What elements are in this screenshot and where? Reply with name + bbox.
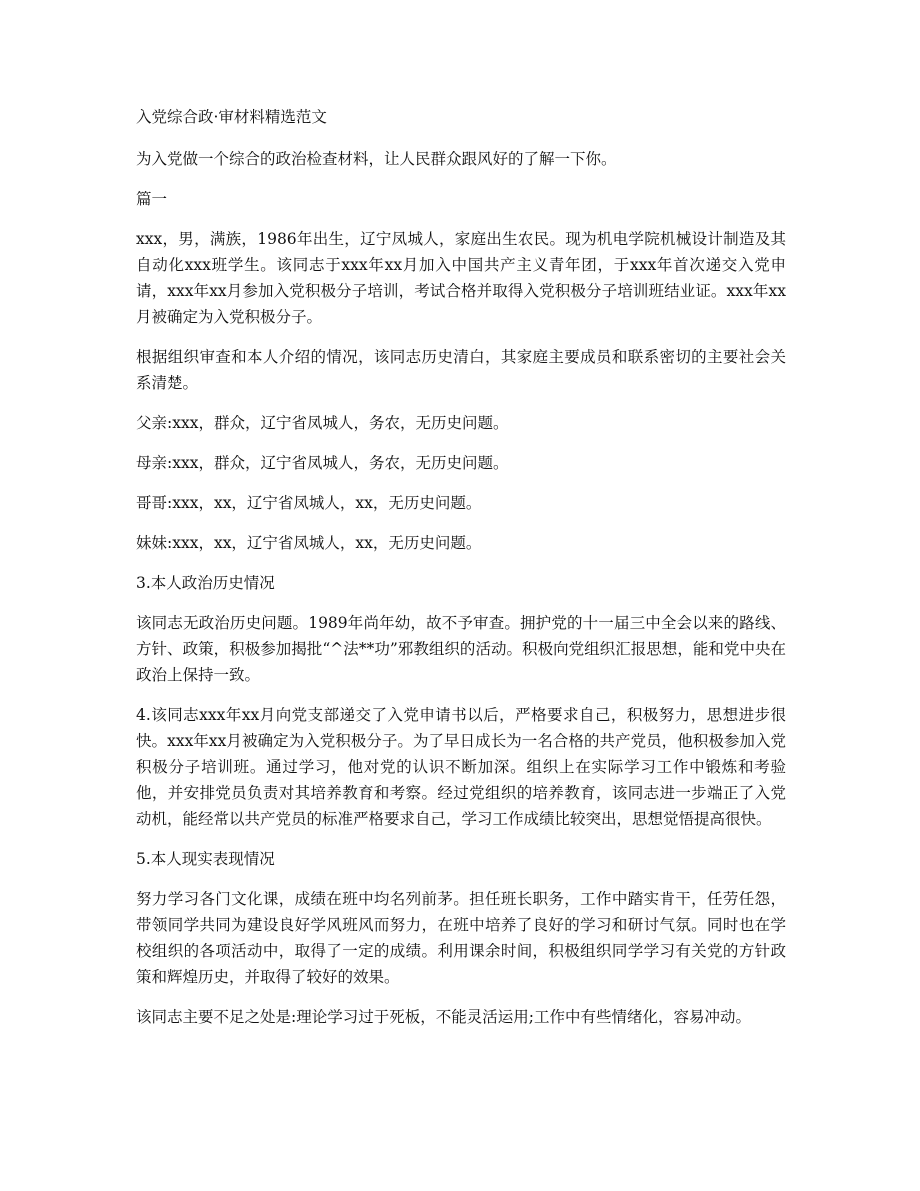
document-title: 入党综合政·审材料精选范文 [136,108,327,126]
family-father: 父亲:xxx，群众，辽宁省凤城人，务农，无历史问题。 [136,414,509,432]
section-heading: 篇一 [136,190,168,208]
family-sister: 妹妹:xxx，xx，辽宁省凤城人，xx，无历史问题。 [136,534,482,552]
political-history-heading: 3.本人政治历史情况 [136,574,275,592]
family-brother: 哥哥:xxx，xx，辽宁省凤城人，xx，无历史问题。 [136,494,482,512]
performance-heading: 5.本人现实表现情况 [136,850,275,868]
review-paragraph: 根据组织审查和本人介绍的情况，该同志历史清白，其家庭主要成员和联系密切的主要社会关系清楚。 [136,348,786,392]
family-mother: 母亲:xxx，群众，辽宁省凤城人，务农，无历史问题。 [136,454,509,472]
performance-paragraph: 努力学习各门文化课，成绩在班中均名列前茅。担任班长职务，工作中踏实肯干，任劳任怨，带领同学共同为建设良好学风班风而努力，在班中培养了良好的学习和研讨气氛。同时也在学校组织的各项活动中，取得了一定的成绩。利用课余时间，积极组织同学学习有关党的方针政策和辉煌历史，并取得了较好的效果。 [136,890,786,986]
shortcomings-paragraph: 该同志主要不足之处是:理论学习过于死板，不能灵活运用;工作中有些情绪化，容易冲动。 [136,1008,751,1026]
application-paragraph: 4.该同志xxx年xx月向党支部递交了入党申请书以后，严格要求自己，积极努力，思想进步很快。xxx年xx月被确定为入党积极分子。为了早日成长为一名合格的共产党员，他积极参加入党积极分子培训班。通过学习，他对党的认识不断加深。组织上在实际学习工作中锻炼和考验他，并安排党员负责对其培养教育和考察。经过党组织的培养教育，该同志进一步端正了入党动机，能经常以共产党员的标准严格要求自己，学习工作成绩比较突出，思想觉悟提高很快。 [136,706,786,828]
document-body [136,104,786,1044]
political-history-paragraph: 该同志无政治历史问题。1989年尚年幼，故不予审查。拥护党的十一届三中全会以来的路线、方针、政策，积极参加揭批“^法**功”邪教组织的活动。积极向党组织汇报思想，能和党中央在政治上保持一致。 [136,614,786,684]
profile-paragraph: xxx，男，满族，1986年出生，辽宁凤城人，家庭出生农民。现为机电学院机械设计制造及其自动化xxx班学生。该同志于xxx年xx月加入中国共产主义青年团，于xxx年首次递交入党申请，xxx年xx月参加入党积极分子培训，考试合格并取得入党积极分子培训班结业证。xxx年xx月被确定为入党积极分子。 [136,230,786,326]
intro-paragraph: 为入党做一个综合的政治检查材料，让人民群众跟风好的了解一下你。 [136,150,617,168]
